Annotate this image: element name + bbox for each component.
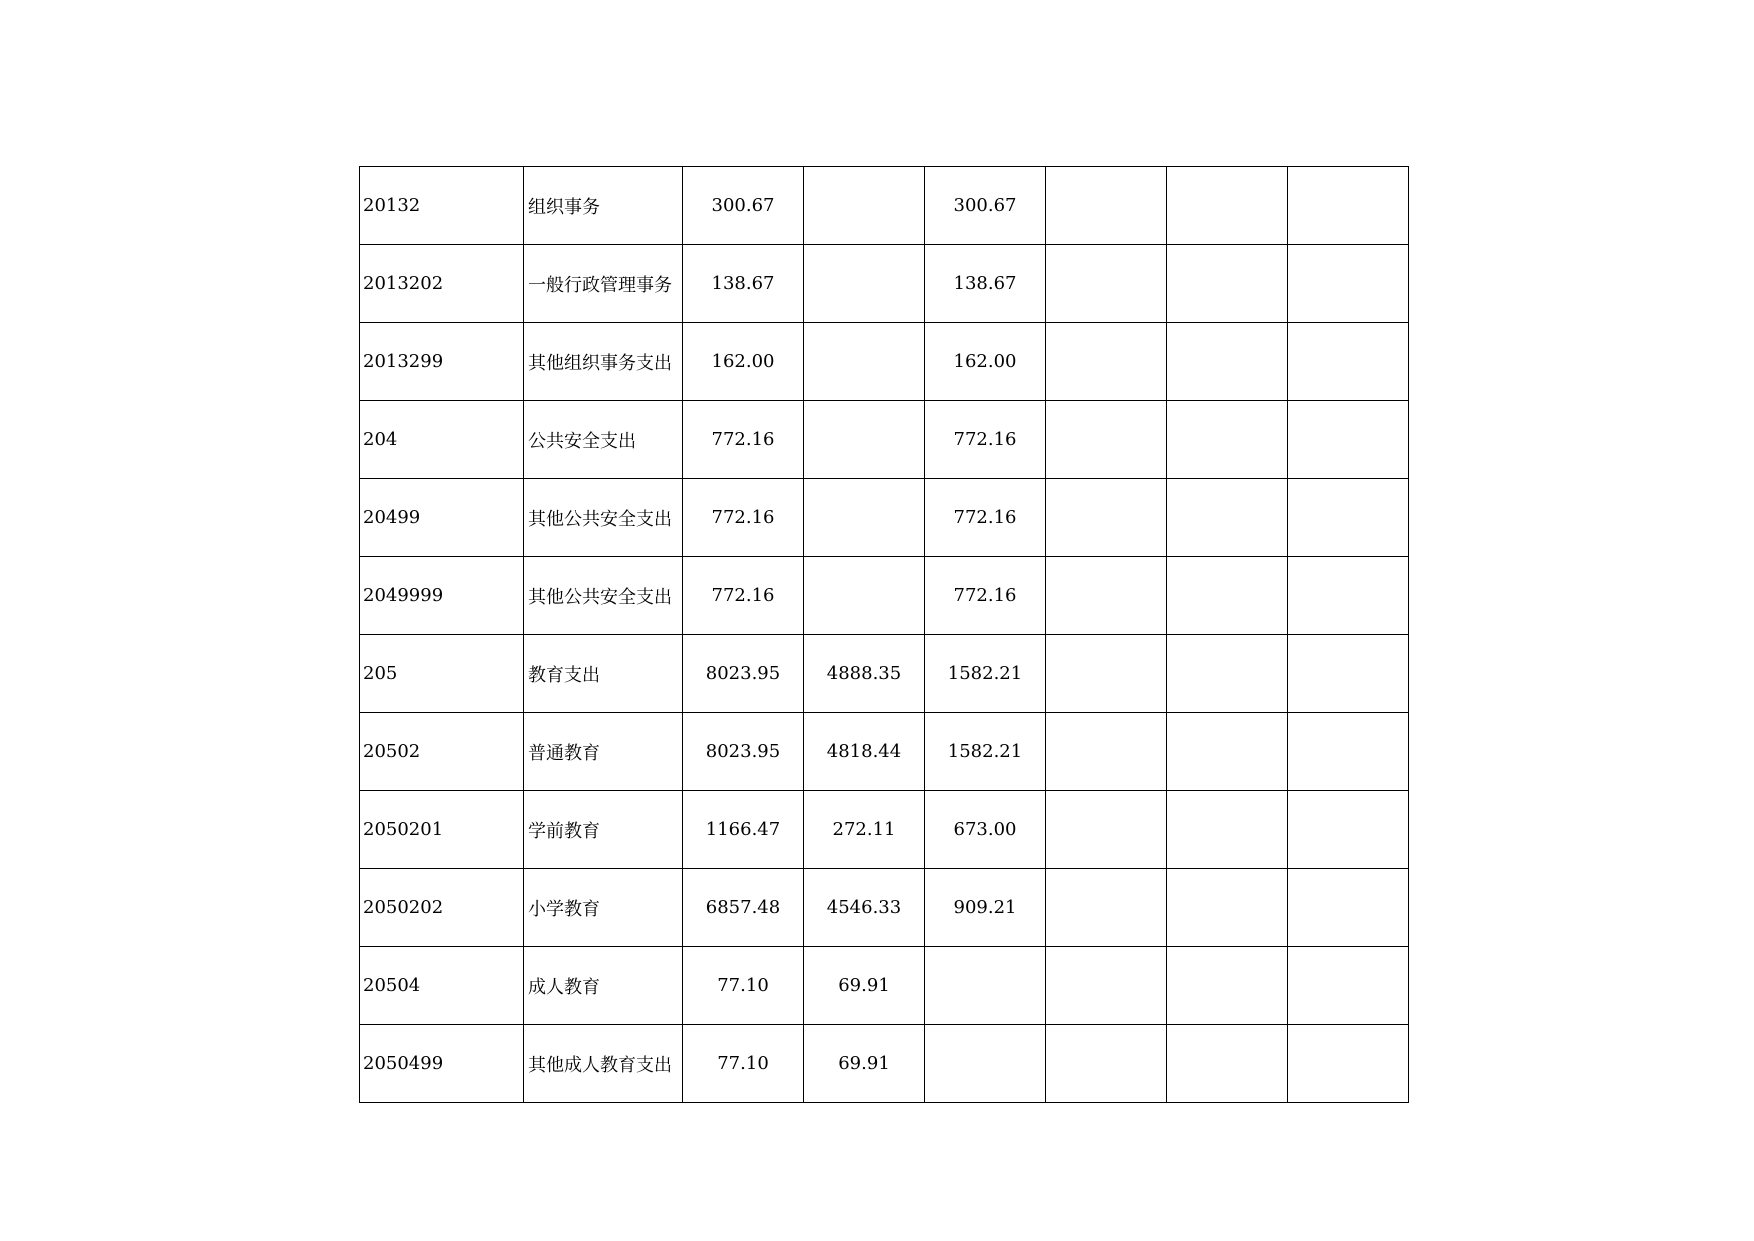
table-row [360,401,1409,479]
amount-cell-2: 69.91 [804,947,925,1025]
code-cell: 20504 [360,947,524,1025]
table-row [360,167,1409,245]
amount-cell-5 [1167,713,1288,791]
amount-cell-4 [1046,245,1167,323]
amount-cell-3: 772.16 [925,557,1046,635]
name-cell: 普通教育 [524,713,683,791]
code-cell: 20132 [360,167,524,245]
amount-cell-3: 909.21 [925,869,1046,947]
amount-cell-5 [1167,869,1288,947]
amount-cell-4 [1046,479,1167,557]
amount-cell-5 [1167,791,1288,869]
budget-table [359,166,1409,1103]
amount-cell-1: 1166.47 [683,791,804,869]
amount-cell-3: 772.16 [925,479,1046,557]
amount-cell-5 [1167,947,1288,1025]
code-cell: 2049999 [360,557,524,635]
amount-cell-3: 162.00 [925,323,1046,401]
table-row [360,947,1409,1025]
amount-cell-4 [1046,557,1167,635]
table-row [360,869,1409,947]
code-cell: 204 [360,401,524,479]
amount-cell-6 [1288,947,1409,1025]
amount-cell-6 [1288,479,1409,557]
amount-cell-5 [1167,479,1288,557]
amount-cell-1: 138.67 [683,245,804,323]
amount-cell-3: 673.00 [925,791,1046,869]
table-row [360,479,1409,557]
code-cell: 2013202 [360,245,524,323]
amount-cell-2 [804,167,925,245]
amount-cell-2 [804,245,925,323]
amount-cell-5 [1167,245,1288,323]
amount-cell-2 [804,479,925,557]
amount-cell-4 [1046,167,1167,245]
table-row [360,635,1409,713]
amount-cell-3 [925,947,1046,1025]
table-row [360,245,1409,323]
amount-cell-1: 77.10 [683,1025,804,1103]
amount-cell-2: 4888.35 [804,635,925,713]
amount-cell-2: 4546.33 [804,869,925,947]
amount-cell-5 [1167,557,1288,635]
amount-cell-1: 8023.95 [683,635,804,713]
amount-cell-1: 772.16 [683,479,804,557]
table-row [360,323,1409,401]
amount-cell-6 [1288,167,1409,245]
amount-cell-6 [1288,401,1409,479]
amount-cell-6 [1288,1025,1409,1103]
amount-cell-4 [1046,1025,1167,1103]
amount-cell-1: 162.00 [683,323,804,401]
amount-cell-4 [1046,791,1167,869]
amount-cell-3: 772.16 [925,401,1046,479]
amount-cell-3: 1582.21 [925,713,1046,791]
amount-cell-2: 4818.44 [804,713,925,791]
amount-cell-6 [1288,323,1409,401]
name-cell: 组织事务 [524,167,683,245]
amount-cell-6 [1288,557,1409,635]
code-cell: 2013299 [360,323,524,401]
amount-cell-3: 138.67 [925,245,1046,323]
amount-cell-1: 300.67 [683,167,804,245]
name-cell: 小学教育 [524,869,683,947]
amount-cell-4 [1046,947,1167,1025]
amount-cell-5 [1167,635,1288,713]
name-cell: 其他组织事务支出 [524,323,683,401]
amount-cell-5 [1167,323,1288,401]
code-cell: 2050202 [360,869,524,947]
amount-cell-1: 77.10 [683,947,804,1025]
name-cell: 成人教育 [524,947,683,1025]
amount-cell-6 [1288,869,1409,947]
name-cell: 一般行政管理事务 [524,245,683,323]
amount-cell-2: 272.11 [804,791,925,869]
amount-cell-4 [1046,401,1167,479]
amount-cell-3: 1582.21 [925,635,1046,713]
name-cell: 其他公共安全支出 [524,557,683,635]
amount-cell-3 [925,1025,1046,1103]
amount-cell-2 [804,401,925,479]
name-cell: 教育支出 [524,635,683,713]
table-body [360,167,1409,1103]
code-cell: 205 [360,635,524,713]
amount-cell-1: 772.16 [683,557,804,635]
code-cell: 20499 [360,479,524,557]
amount-cell-5 [1167,167,1288,245]
amount-cell-3: 300.67 [925,167,1046,245]
table-row [360,557,1409,635]
amount-cell-6 [1288,713,1409,791]
name-cell: 公共安全支出 [524,401,683,479]
amount-cell-4 [1046,635,1167,713]
table-row [360,1025,1409,1103]
amount-cell-1: 772.16 [683,401,804,479]
amount-cell-6 [1288,791,1409,869]
amount-cell-6 [1288,245,1409,323]
name-cell: 其他成人教育支出 [524,1025,683,1103]
table-row [360,791,1409,869]
code-cell: 20502 [360,713,524,791]
amount-cell-1: 8023.95 [683,713,804,791]
amount-cell-1: 6857.48 [683,869,804,947]
code-cell: 2050201 [360,791,524,869]
amount-cell-5 [1167,1025,1288,1103]
amount-cell-4 [1046,323,1167,401]
code-cell: 2050499 [360,1025,524,1103]
amount-cell-2 [804,557,925,635]
amount-cell-6 [1288,635,1409,713]
table-row [360,713,1409,791]
amount-cell-2: 69.91 [804,1025,925,1103]
amount-cell-4 [1046,713,1167,791]
name-cell: 学前教育 [524,791,683,869]
amount-cell-2 [804,323,925,401]
amount-cell-5 [1167,401,1288,479]
amount-cell-4 [1046,869,1167,947]
name-cell: 其他公共安全支出 [524,479,683,557]
